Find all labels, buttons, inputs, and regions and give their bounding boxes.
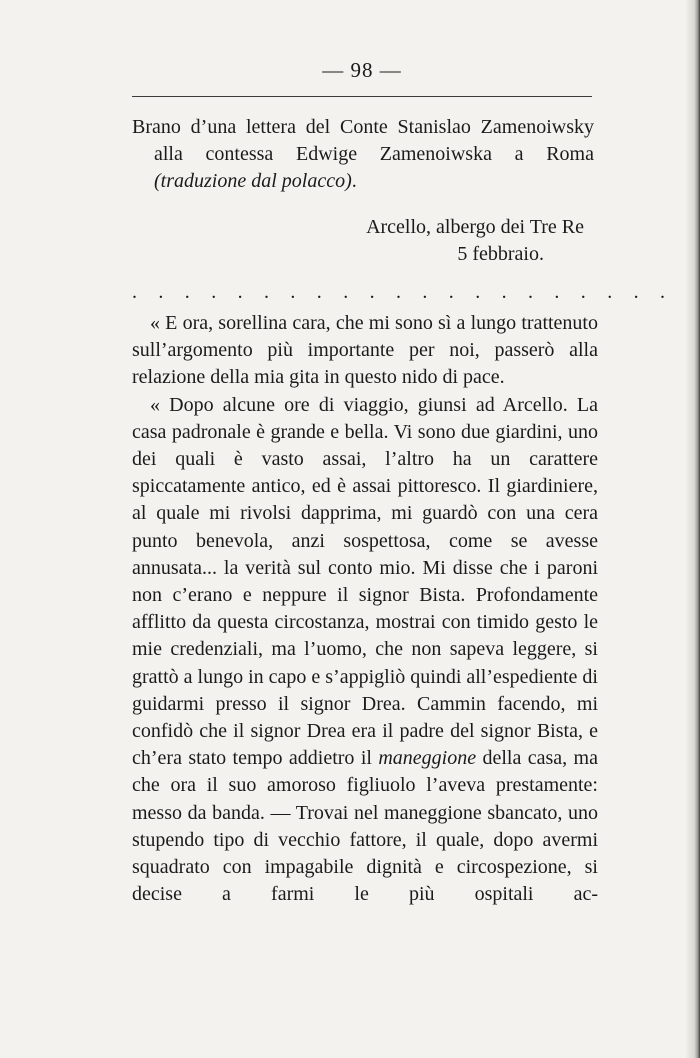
paragraph-2 [132,392,598,909]
paragraph-2-part-1: « Dopo alcune ore di viaggio, giunsi ad Arcello. La casa padronale è grande e bella. Vi sono due giardini, uno dei quali è vasto assai, l’altro ha un carattere spiccatamente antico, ed è assai pittoresco. Il giardiniere, al quale mi rivolsi dapprima, mi guardò con una cera punto benevola, anzi sospettosa, come se avesse annusata... la verità sul conto mio. Mi disse che i paroni non c’erano e neppure il signor Bista. Profondamente afflitto da questa circostanza, mostrai con timido gesto le mie credenziali, ma l’uomo, che non sapeva leggere, si grattò a lungo in capo e s’appigliò quindi all’espediente di guidarmi presso il signor Drea. Cammin facendo, mi confidò che il signor Drea era il padre del signor Bista, e ch’era stato tempo addietro il [132,393,598,770]
letter-date: 5 febbraio. [457,243,544,265]
ellipsis-dots [132,281,674,303]
page-number: — 98 — [322,58,402,82]
ellipsis-dots-text: . . . . . . . . . . . . . . . . . . . . . [132,281,674,303]
paragraph-1: « E ora, sorellina cara, che mi sono sì a lungo trattenuto sull’argomento più importante per noi, passerò alla relazione della mia gita in questo nido di pace. [132,312,598,389]
header-rule [132,96,592,97]
italic-word: maneggione [378,747,477,770]
letter-heading-text [132,114,594,195]
paragraph-2-part-2: della casa, ma che ora il suo amoroso figliuolo l’aveva prestamente: messo da banda. — Trovai nel maneggione sbancato, uno stupendo tipo di vecchio fattore, il quale, dopo avermi squadrato con impagabile dignità e circospezione, si decise a farmi le più ospitali ac- [132,747,598,906]
letter-heading-end: . [351,170,357,192]
translation-note: (traduzione dal polacco) [154,170,352,192]
page-binding-edge [686,0,700,1058]
letter-heading [132,114,594,195]
letter-location: Arcello, albergo dei Tre Re [366,216,584,238]
letter-body [132,310,598,908]
letter-heading-main: Brano d’una lettera del Conte Stanislao Zamenoiwsky alla contessa Edwige Zamenoiwska a Roma [132,116,594,165]
letter-place-date [132,214,584,268]
